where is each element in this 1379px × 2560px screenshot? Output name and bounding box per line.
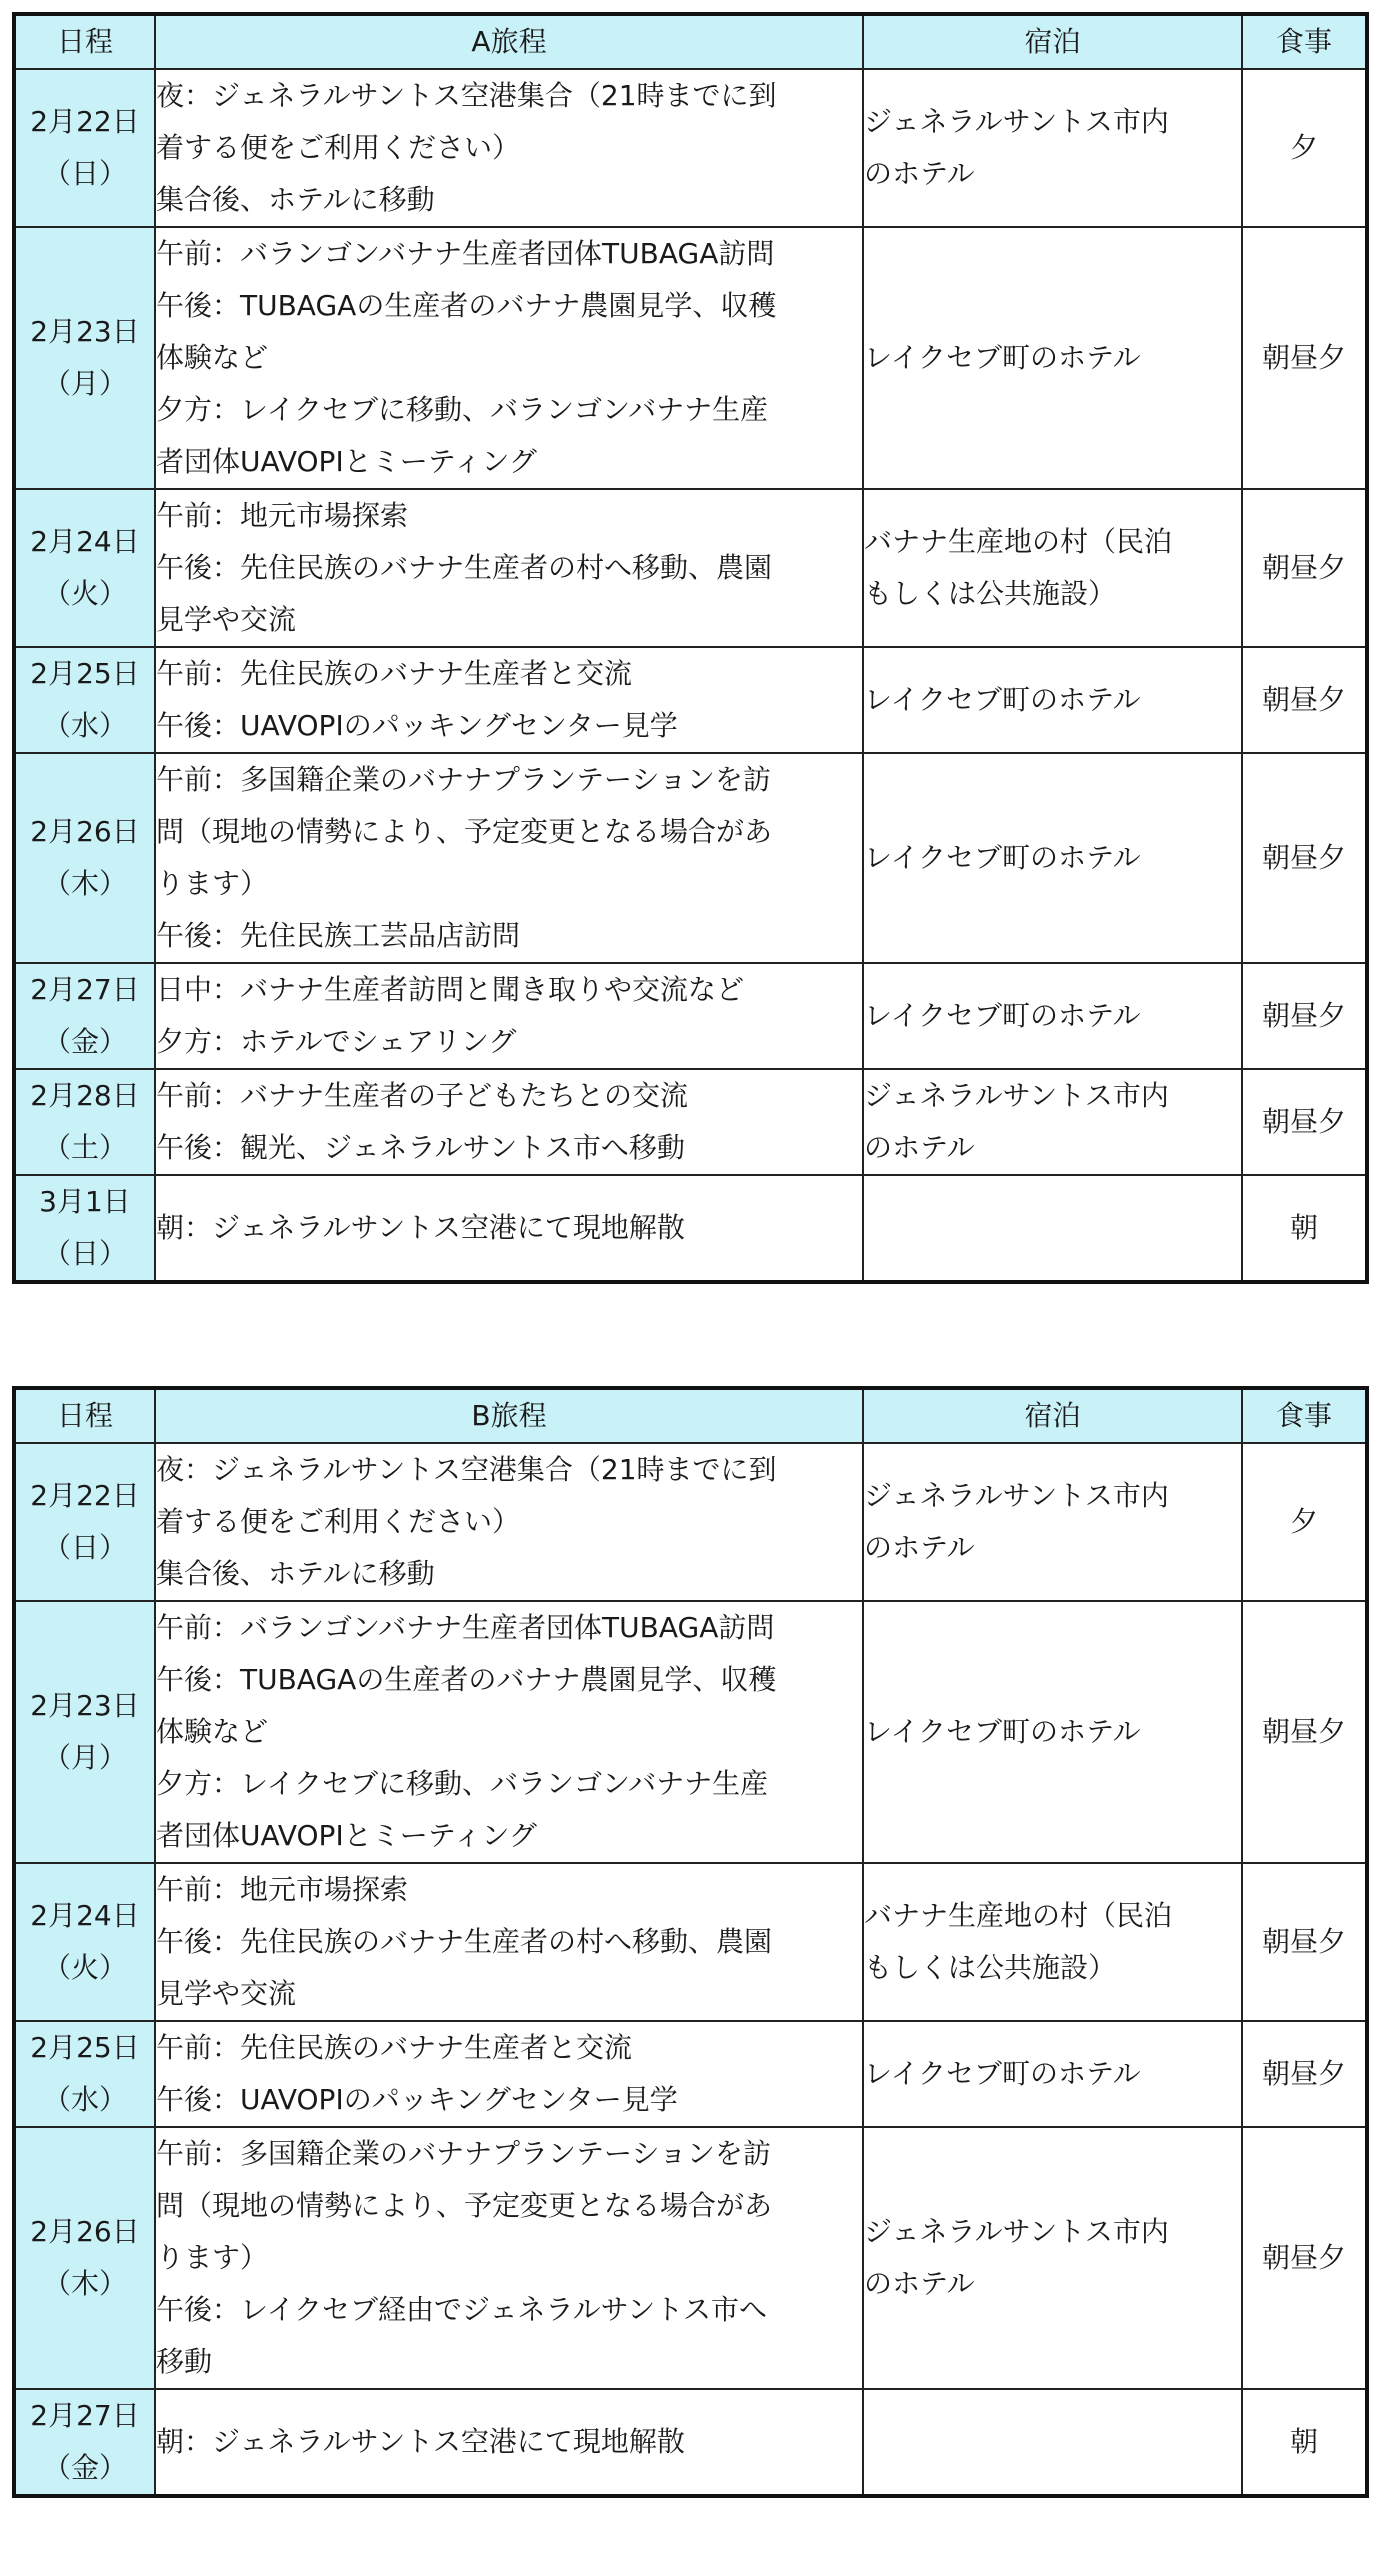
meal-cell: 朝昼夕	[1242, 647, 1367, 753]
date-text: 2月25日	[30, 2031, 140, 2064]
table-row	[14, 1175, 1367, 1282]
weekday-text: （火）	[42, 1951, 127, 1984]
stay-line: のホテル	[864, 1531, 975, 1564]
itinerary-table-b	[12, 1386, 1369, 2498]
stay-line: のホテル	[864, 1131, 975, 1164]
table-row	[14, 963, 1367, 1069]
plan-line: 午前：バランゴンバナナ生産者団体TUBAGA訪問	[156, 1611, 775, 1644]
header-meal: 食事	[1242, 1388, 1367, 1443]
date-cell	[14, 647, 155, 753]
plan-cell	[155, 1863, 863, 2021]
stay-line: バナナ生産地の村（民泊	[864, 1899, 1173, 1932]
table-header-row	[14, 1388, 1367, 1443]
plan-line: 午後：レイクセブ経由でジェネラルサントス市へ	[156, 2293, 767, 2326]
plan-line: 夕方：レイクセブに移動、バランゴンバナナ生産	[156, 393, 769, 426]
date-cell	[14, 1175, 155, 1282]
plan-line: 着する便をご利用ください）	[156, 131, 521, 164]
date-text: 2月26日	[30, 2215, 140, 2248]
plan-line: ります）	[156, 867, 269, 900]
weekday-text: （土）	[42, 1131, 127, 1164]
itinerary-rows	[14, 69, 1367, 1282]
weekday-text: （金）	[42, 2451, 127, 2484]
plan-cell	[155, 647, 863, 753]
date-cell	[14, 1863, 155, 2021]
date-cell	[14, 753, 155, 963]
meal-cell: 朝昼夕	[1242, 963, 1367, 1069]
meal-cell: 夕	[1242, 1443, 1367, 1601]
stay-line: もしくは公共施設）	[864, 1951, 1117, 1984]
stay-line: レイクセブ町のホテル	[864, 341, 1141, 374]
plan-line: 夜：ジェネラルサントス空港集合（21時までに到	[156, 1453, 777, 1486]
plan-cell	[155, 2127, 863, 2389]
stay-cell	[863, 647, 1242, 753]
plan-line: 午後：先住民族のバナナ生産者の村へ移動、農園	[156, 1925, 773, 1958]
stay-cell	[863, 1175, 1242, 1282]
plan-line: 朝：ジェネラルサントス空港にて現地解散	[156, 2425, 685, 2458]
date-text: 2月24日	[30, 1899, 140, 1932]
date-text: 2月22日	[30, 1479, 140, 1512]
meal-cell: 朝昼夕	[1242, 2127, 1367, 2389]
weekday-text: （木）	[42, 867, 127, 900]
plan-line: 朝：ジェネラルサントス空港にて現地解散	[156, 1211, 685, 1244]
meal-cell: 朝昼夕	[1242, 1601, 1367, 1863]
plan-line: 午後：TUBAGAの生産者のバナナ農園見学、収穫	[156, 289, 777, 322]
table-header-row	[14, 14, 1367, 69]
plan-line: 者団体UAVOPIとミーティング	[156, 445, 537, 478]
stay-line: レイクセブ町のホテル	[864, 1715, 1141, 1748]
stay-line: ジェネラルサントス市内	[864, 1479, 1169, 1512]
weekday-text: （火）	[42, 577, 127, 610]
stay-line: ジェネラルサントス市内	[864, 2215, 1169, 2248]
meal-cell: 夕	[1242, 69, 1367, 227]
plan-line: 日中：バナナ生産者訪問と聞き取りや交流など	[156, 973, 745, 1006]
table-row	[14, 2127, 1367, 2389]
meal-cell: 朝昼夕	[1242, 2021, 1367, 2127]
header-date: 日程	[14, 14, 155, 69]
date-text: 2月27日	[30, 973, 140, 1006]
plan-line: 見学や交流	[156, 603, 297, 636]
plan-line: 午前：地元市場探索	[156, 499, 409, 532]
meal-cell: 朝	[1242, 1175, 1367, 1282]
plan-line: 夜：ジェネラルサントス空港集合（21時までに到	[156, 79, 777, 112]
weekday-text: （月）	[42, 1741, 127, 1774]
stay-cell	[863, 227, 1242, 489]
header-stay: 宿泊	[863, 14, 1242, 69]
meal-cell: 朝昼夕	[1242, 1069, 1367, 1175]
stay-line: レイクセブ町のホテル	[864, 841, 1141, 874]
date-text: 2月25日	[30, 657, 140, 690]
date-text: 2月24日	[30, 525, 140, 558]
date-text: 3月1日	[39, 1185, 131, 1218]
table-row	[14, 1443, 1367, 1601]
header-date: 日程	[14, 1388, 155, 1443]
weekday-text: （金）	[42, 1025, 127, 1058]
date-text: 2月27日	[30, 2399, 140, 2432]
weekday-text: （月）	[42, 367, 127, 400]
plan-line: 午前：多国籍企業のバナナプランテーションを訪	[156, 763, 771, 796]
plan-line: 午後：先住民族工芸品店訪問	[156, 919, 521, 952]
plan-line: 着する便をご利用ください）	[156, 1505, 521, 1538]
stay-cell	[863, 2389, 1242, 2496]
table-row	[14, 1601, 1367, 1863]
date-cell	[14, 227, 155, 489]
weekday-text: （水）	[42, 2083, 127, 2116]
plan-line: 集合後、ホテルに移動	[156, 183, 435, 216]
plan-cell	[155, 2021, 863, 2127]
meal-cell: 朝	[1242, 2389, 1367, 2496]
itinerary-rows	[14, 1443, 1367, 2496]
table-row	[14, 1069, 1367, 1175]
date-text: 2月23日	[30, 1689, 140, 1722]
table-row	[14, 69, 1367, 227]
weekday-text: （日）	[42, 1237, 127, 1270]
plan-line: 午後：TUBAGAの生産者のバナナ農園見学、収穫	[156, 1663, 777, 1696]
plan-line: ります）	[156, 2241, 269, 2274]
weekday-text: （水）	[42, 709, 127, 742]
plan-cell	[155, 489, 863, 647]
plan-line: 集合後、ホテルに移動	[156, 1557, 435, 1590]
plan-line: 午前：地元市場探索	[156, 1873, 409, 1906]
plan-cell	[155, 1175, 863, 1282]
stay-cell	[863, 489, 1242, 647]
plan-line: 午前：多国籍企業のバナナプランテーションを訪	[156, 2137, 771, 2170]
stay-cell	[863, 2127, 1242, 2389]
date-cell	[14, 1601, 155, 1863]
header-meal: 食事	[1242, 14, 1367, 69]
date-text: 2月22日	[30, 105, 140, 138]
header-stay: 宿泊	[863, 1388, 1242, 1443]
table-row	[14, 227, 1367, 489]
header-plan: A旅程	[155, 14, 863, 69]
plan-cell	[155, 227, 863, 489]
plan-line: 見学や交流	[156, 1977, 297, 2010]
plan-cell	[155, 963, 863, 1069]
date-cell	[14, 2127, 155, 2389]
plan-line: 午後：観光、ジェネラルサントス市へ移動	[156, 1131, 685, 1164]
plan-line: 体験など	[156, 1715, 269, 1748]
weekday-text: （日）	[42, 157, 127, 190]
date-text: 2月26日	[30, 815, 140, 848]
plan-cell	[155, 1069, 863, 1175]
plan-line: 午前：バナナ生産者の子どもたちとの交流	[156, 1079, 689, 1112]
stay-line: のホテル	[864, 2267, 975, 2300]
plan-line: 移動	[156, 2345, 213, 2378]
date-cell	[14, 2021, 155, 2127]
plan-line: 午後：UAVOPIのパッキングセンター見学	[156, 709, 678, 742]
itinerary-table-a	[12, 12, 1369, 1284]
stay-line: ジェネラルサントス市内	[864, 105, 1169, 138]
plan-line: 体験など	[156, 341, 269, 374]
table-row	[14, 647, 1367, 753]
stay-cell	[863, 1601, 1242, 1863]
date-cell	[14, 963, 155, 1069]
stay-line: レイクセブ町のホテル	[864, 999, 1141, 1032]
plan-line: 午後：先住民族のバナナ生産者の村へ移動、農園	[156, 551, 773, 584]
date-cell	[14, 489, 155, 647]
plan-line: 夕方：ホテルでシェアリング	[156, 1025, 517, 1058]
date-cell	[14, 69, 155, 227]
plan-cell	[155, 1443, 863, 1601]
plan-cell	[155, 2389, 863, 2496]
stay-cell	[863, 1863, 1242, 2021]
plan-line: 午後：UAVOPIのパッキングセンター見学	[156, 2083, 678, 2116]
stay-cell	[863, 1069, 1242, 1175]
stay-line: レイクセブ町のホテル	[864, 683, 1141, 716]
plan-line: 午前：先住民族のバナナ生産者と交流	[156, 657, 633, 690]
plan-cell	[155, 69, 863, 227]
weekday-text: （日）	[42, 1531, 127, 1564]
stay-line: もしくは公共施設）	[864, 577, 1117, 610]
plan-cell	[155, 753, 863, 963]
date-text: 2月28日	[30, 1079, 140, 1112]
table-row	[14, 753, 1367, 963]
header-plan: B旅程	[155, 1388, 863, 1443]
plan-line: 問（現地の情勢により、予定変更となる場合があ	[156, 815, 773, 848]
meal-cell: 朝昼夕	[1242, 227, 1367, 489]
table-row	[14, 489, 1367, 647]
date-cell	[14, 2389, 155, 2496]
stay-cell	[863, 69, 1242, 227]
meal-cell: 朝昼夕	[1242, 753, 1367, 963]
stay-cell	[863, 963, 1242, 1069]
plan-cell	[155, 1601, 863, 1863]
table-row	[14, 1863, 1367, 2021]
date-text: 2月23日	[30, 315, 140, 348]
plan-line: 夕方：レイクセブに移動、バランゴンバナナ生産	[156, 1767, 769, 1800]
stay-cell	[863, 1443, 1242, 1601]
stay-line: バナナ生産地の村（民泊	[864, 525, 1173, 558]
weekday-text: （木）	[42, 2267, 127, 2300]
date-cell	[14, 1443, 155, 1601]
stay-line: レイクセブ町のホテル	[864, 2057, 1141, 2090]
table-row	[14, 2389, 1367, 2496]
plan-line: 問（現地の情勢により、予定変更となる場合があ	[156, 2189, 773, 2222]
stay-line: のホテル	[864, 157, 975, 190]
date-cell	[14, 1069, 155, 1175]
stay-line: ジェネラルサントス市内	[864, 1079, 1169, 1112]
stay-cell	[863, 2021, 1242, 2127]
plan-line: 午前：先住民族のバナナ生産者と交流	[156, 2031, 633, 2064]
plan-line: 者団体UAVOPIとミーティング	[156, 1819, 537, 1852]
plan-line: 午前：バランゴンバナナ生産者団体TUBAGA訪問	[156, 237, 775, 270]
meal-cell: 朝昼夕	[1242, 489, 1367, 647]
stay-cell	[863, 753, 1242, 963]
meal-cell: 朝昼夕	[1242, 1863, 1367, 2021]
table-row	[14, 2021, 1367, 2127]
